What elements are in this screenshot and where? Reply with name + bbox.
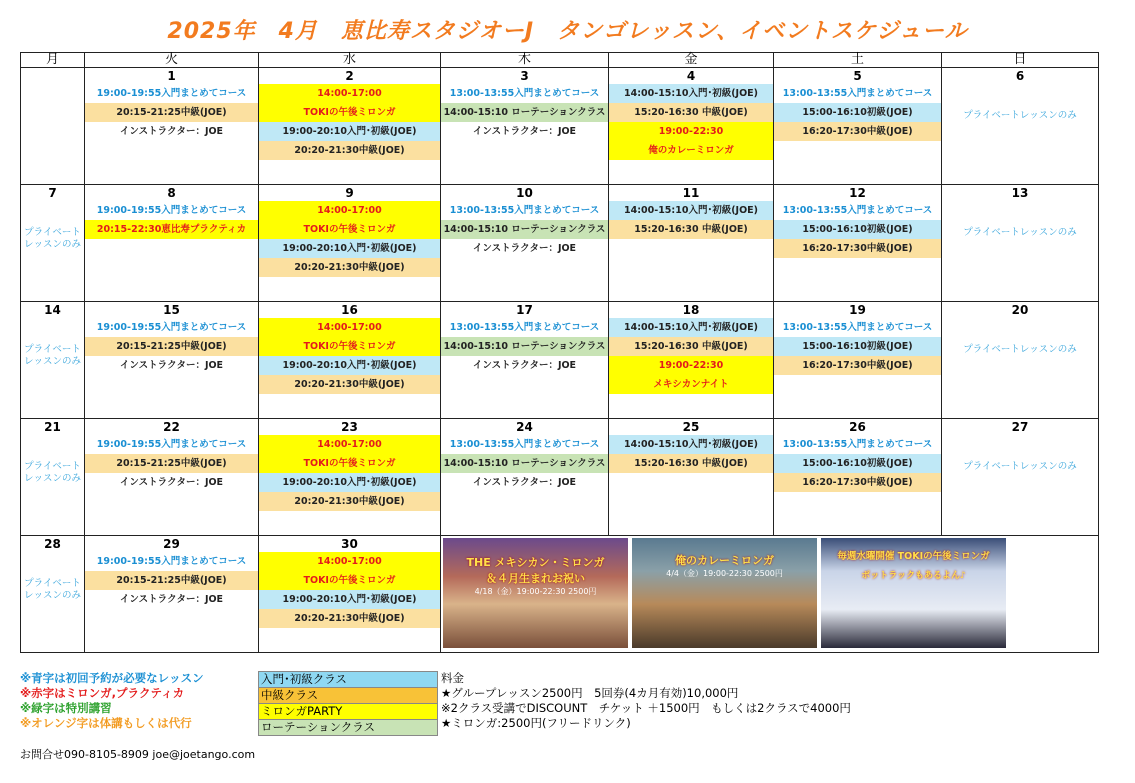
weekday-header: 月 bbox=[21, 53, 85, 68]
lesson-line: 19:00-20:10入門･初級(JOE) bbox=[259, 473, 440, 492]
lesson-line: 19:00-22:30 bbox=[609, 356, 773, 375]
lesson-line: インストラクター：JOE bbox=[472, 126, 577, 137]
day-cell bbox=[942, 68, 1099, 185]
weekday-header: 火 bbox=[85, 53, 259, 68]
calendar-body bbox=[21, 68, 1099, 653]
class-legend-item: ローテーションクラス bbox=[258, 719, 438, 736]
lesson-line: 15:20-16:30 中級(JOE) bbox=[609, 337, 773, 356]
lesson-line: インストラクター：JOE bbox=[119, 126, 224, 137]
day-cell bbox=[21, 419, 85, 536]
lesson-line: メキシカンナイト bbox=[609, 375, 773, 394]
day-cell bbox=[259, 419, 441, 536]
class-legend-item: 入門･初級クラス bbox=[258, 671, 438, 687]
poster-title: 俺のカレーミロンガ bbox=[675, 554, 774, 567]
lesson-line: 19:00-20:10入門･初級(JOE) bbox=[259, 356, 440, 375]
day-number: 10 bbox=[516, 186, 533, 200]
lesson-line: 20:15-21:25中級(JOE) bbox=[85, 337, 258, 356]
curry-milonga-poster bbox=[632, 538, 817, 648]
day-number: 14 bbox=[44, 303, 61, 317]
lesson-line: 14:00-17:00 bbox=[259, 201, 440, 220]
private-lesson-note: プライベートレッスンのみ bbox=[963, 461, 1077, 472]
day-cell bbox=[774, 68, 942, 185]
private-lesson-note: プライベートレッスンのみ bbox=[24, 461, 81, 484]
lesson-line: 19:00-20:10入門･初級(JOE) bbox=[259, 122, 440, 141]
day-cell bbox=[259, 185, 441, 302]
day-cell bbox=[942, 185, 1099, 302]
day-cell bbox=[942, 302, 1099, 419]
poster-title: 毎週水曜開催 TOKIの午後ミロンガ bbox=[837, 551, 990, 562]
day-cell bbox=[21, 68, 85, 185]
lesson-line: インストラクター：JOE bbox=[472, 243, 577, 254]
lesson-line: 15:00-16:10初級(JOE) bbox=[774, 103, 941, 122]
private-lesson-note: プライベートレッスンのみ bbox=[963, 110, 1077, 121]
lesson-line: インストラクター：JOE bbox=[472, 477, 577, 488]
lesson-line: 14:00-15:10入門･初級(JOE) bbox=[609, 435, 773, 454]
poster-date: 4/18（金）19:00-22:30 2500円 bbox=[474, 587, 597, 596]
lesson-line: 20:20-21:30中級(JOE) bbox=[259, 609, 440, 628]
day-number: 4 bbox=[686, 69, 696, 83]
private-lesson-note: プライベートレッスンのみ bbox=[963, 227, 1077, 238]
class-legend-item: 中級クラス bbox=[258, 687, 438, 703]
page-title: 2025年 4月 恵比寿スタジオーJ タンゴレッスン、イベントスケジュール bbox=[167, 19, 968, 44]
day-cell bbox=[609, 302, 774, 419]
lesson-line: 13:00-13:55入門まとめてコース bbox=[782, 439, 933, 450]
lesson-line: 13:00-13:55入門まとめてコース bbox=[782, 205, 933, 216]
lesson-line: 20:20-21:30中級(JOE) bbox=[259, 141, 440, 160]
day-cell bbox=[441, 419, 609, 536]
lesson-line: 19:00-19:55入門まとめてコース bbox=[96, 205, 247, 216]
weekday-header: 土 bbox=[774, 53, 942, 68]
color-legend bbox=[20, 671, 204, 731]
lesson-line: 20:15-22:30恵比寿プラクティカ bbox=[85, 220, 258, 239]
poster-subtitle: ポットラックもあるよん♪ bbox=[861, 571, 966, 581]
day-number: 26 bbox=[849, 420, 866, 434]
class-legend-item: ミロンガPARTY bbox=[258, 703, 438, 719]
private-lesson-note: プライベートレッスンのみ bbox=[24, 344, 81, 367]
lesson-line: 20:15-21:25中級(JOE) bbox=[85, 571, 258, 590]
day-cell bbox=[21, 302, 85, 419]
day-number: 5 bbox=[853, 69, 862, 83]
poster-date: 4/4（金）19:00-22:30 2500円 bbox=[666, 569, 783, 578]
day-cell bbox=[609, 419, 774, 536]
lesson-line: インストラクター：JOE bbox=[119, 594, 224, 605]
lesson-line: 16:20-17:30中級(JOE) bbox=[774, 356, 941, 375]
lesson-line: TOKIの午後ミロンガ bbox=[259, 337, 440, 356]
price-line: 料金 bbox=[441, 671, 464, 685]
lesson-line: 13:00-13:55入門まとめてコース bbox=[782, 88, 933, 99]
day-number: 3 bbox=[520, 69, 529, 83]
lesson-line: 20:15-21:25中級(JOE) bbox=[85, 454, 258, 473]
day-number: 15 bbox=[163, 303, 180, 317]
day-number: 29 bbox=[163, 537, 180, 551]
mexican-milonga-poster bbox=[443, 538, 628, 648]
day-number: 23 bbox=[341, 420, 358, 434]
weekday-header-row bbox=[21, 53, 1099, 68]
class-legend bbox=[258, 671, 438, 736]
lesson-line: 14:00-15:10入門･初級(JOE) bbox=[609, 84, 773, 103]
day-number: 17 bbox=[516, 303, 533, 317]
day-number: 1 bbox=[167, 69, 176, 83]
lesson-line: 15:00-16:10初級(JOE) bbox=[774, 454, 941, 473]
lesson-line: 14:00-17:00 bbox=[259, 552, 440, 571]
day-number: 24 bbox=[516, 420, 533, 434]
price-line: ★グループレッスン2500円 5回券(4カ月有効)10,000円 bbox=[441, 686, 739, 700]
poster-title: THE メキシカン・ミロンガ bbox=[466, 556, 605, 569]
lesson-line: 14:00-15:10 ローテーションクラス bbox=[441, 454, 608, 473]
lesson-line: 20:20-21:30中級(JOE) bbox=[259, 375, 440, 394]
day-cell bbox=[441, 185, 609, 302]
day-number: 16 bbox=[341, 303, 358, 317]
lesson-line: TOKIの午後ミロンガ bbox=[259, 571, 440, 590]
lesson-line: 16:20-17:30中級(JOE) bbox=[774, 122, 941, 141]
lesson-line: 16:20-17:30中級(JOE) bbox=[774, 239, 941, 258]
price-line: ★ミロンガ:2500円(フリードリンク) bbox=[441, 716, 631, 730]
private-lesson-note: プライベートレッスンのみ bbox=[24, 578, 81, 601]
lesson-line: 13:00-13:55入門まとめてコース bbox=[449, 439, 600, 450]
day-number: 27 bbox=[1011, 420, 1029, 434]
lesson-line: 15:00-16:10初級(JOE) bbox=[774, 337, 941, 356]
lesson-line: 19:00-19:55入門まとめてコース bbox=[96, 88, 247, 99]
lesson-line: 15:20-16:30 中級(JOE) bbox=[609, 220, 773, 239]
lesson-line: 13:00-13:55入門まとめてコース bbox=[782, 322, 933, 333]
lesson-line: 14:00-17:00 bbox=[259, 435, 440, 454]
price-line: ※2クラス受講でDISCOUNT チケット ＋1500円 もしくは2クラスで4000円 bbox=[441, 701, 851, 715]
weekday-header: 水 bbox=[259, 53, 441, 68]
legend-item: ※緑字は特別講習 bbox=[20, 701, 112, 715]
lesson-line: 19:00-22:30 bbox=[609, 122, 773, 141]
day-number: 28 bbox=[44, 537, 61, 551]
day-cell bbox=[85, 68, 259, 185]
poster-strip bbox=[441, 536, 1098, 648]
lesson-line: 19:00-20:10入門･初級(JOE) bbox=[259, 239, 440, 258]
lesson-line: 20:20-21:30中級(JOE) bbox=[259, 492, 440, 511]
private-lesson-note: プライベートレッスンのみ bbox=[24, 227, 81, 250]
private-lesson-note: プライベートレッスンのみ bbox=[963, 344, 1077, 355]
price-info bbox=[441, 671, 851, 731]
day-number: 20 bbox=[1011, 303, 1029, 317]
lesson-line: インストラクター：JOE bbox=[472, 360, 577, 371]
weekday-header: 日 bbox=[942, 53, 1099, 68]
legend-item: ※赤字はミロンガ,プラクティカ bbox=[20, 686, 185, 700]
lesson-line: インストラクター：JOE bbox=[119, 477, 224, 488]
day-number: 12 bbox=[849, 186, 866, 200]
day-cell bbox=[609, 68, 774, 185]
lesson-line: 16:20-17:30中級(JOE) bbox=[774, 473, 941, 492]
day-cell bbox=[21, 536, 85, 653]
day-number bbox=[21, 68, 84, 84]
day-cell bbox=[441, 68, 609, 185]
day-number: 2 bbox=[345, 69, 354, 83]
lesson-line: 13:00-13:55入門まとめてコース bbox=[449, 88, 600, 99]
day-number: 18 bbox=[682, 303, 700, 317]
day-number: 6 bbox=[1015, 69, 1025, 83]
day-number: 11 bbox=[682, 186, 700, 200]
day-cell bbox=[259, 68, 441, 185]
lesson-line: TOKIの午後ミロンガ bbox=[259, 103, 440, 122]
lesson-line: 14:00-17:00 bbox=[259, 318, 440, 337]
week-row bbox=[21, 302, 1099, 419]
week-row bbox=[21, 536, 1099, 653]
day-number: 9 bbox=[345, 186, 354, 200]
weekday-header: 木 bbox=[441, 53, 609, 68]
lesson-line: 20:20-21:30中級(JOE) bbox=[259, 258, 440, 277]
lesson-line: 14:00-17:00 bbox=[259, 84, 440, 103]
weekday-header: 金 bbox=[609, 53, 774, 68]
lesson-line: TOKIの午後ミロンガ bbox=[259, 454, 440, 473]
day-number: 22 bbox=[163, 420, 180, 434]
week-row bbox=[21, 68, 1099, 185]
week-row bbox=[21, 185, 1099, 302]
day-number: 13 bbox=[1011, 186, 1029, 200]
day-cell bbox=[774, 185, 942, 302]
lesson-line: 13:00-13:55入門まとめてコース bbox=[449, 322, 600, 333]
day-number: 25 bbox=[682, 420, 700, 434]
lesson-line: 19:00-19:55入門まとめてコース bbox=[96, 556, 247, 567]
legend-item: ※青字は初回予約が必要なレッスン bbox=[20, 671, 204, 685]
day-cell bbox=[441, 302, 609, 419]
toki-milonga-poster bbox=[821, 538, 1006, 648]
legend-item: ※オレンジ字は体講もしくは代行 bbox=[20, 716, 192, 730]
day-number: 21 bbox=[44, 420, 61, 434]
day-cell bbox=[609, 185, 774, 302]
lesson-line: 19:00-19:55入門まとめてコース bbox=[96, 439, 247, 450]
day-number: 8 bbox=[167, 186, 176, 200]
day-cell bbox=[85, 536, 259, 653]
lesson-line: TOKIの午後ミロンガ bbox=[259, 220, 440, 239]
day-cell bbox=[774, 419, 942, 536]
contact-info: お問合せ090-8105-8909 joe@joetango.com bbox=[20, 748, 256, 761]
day-cell bbox=[85, 185, 259, 302]
lesson-line: 14:00-15:10 ローテーションクラス bbox=[441, 337, 608, 356]
lesson-line: 14:00-15:10入門･初級(JOE) bbox=[609, 318, 773, 337]
poster-cell bbox=[441, 536, 1099, 653]
day-cell bbox=[85, 302, 259, 419]
day-cell bbox=[942, 419, 1099, 536]
lesson-line: 14:00-15:10入門･初級(JOE) bbox=[609, 201, 773, 220]
lesson-line: 14:00-15:10 ローテーションクラス bbox=[441, 103, 608, 122]
week-row bbox=[21, 419, 1099, 536]
day-cell bbox=[259, 302, 441, 419]
lesson-line: 15:00-16:10初級(JOE) bbox=[774, 220, 941, 239]
lesson-line: 19:00-19:55入門まとめてコース bbox=[96, 322, 247, 333]
lesson-line: 14:00-15:10 ローテーションクラス bbox=[441, 220, 608, 239]
lesson-line: 15:20-16:30 中級(JOE) bbox=[609, 454, 773, 473]
lesson-line: インストラクター：JOE bbox=[119, 360, 224, 371]
day-number: 19 bbox=[849, 303, 866, 317]
lesson-line: 13:00-13:55入門まとめてコース bbox=[449, 205, 600, 216]
lesson-line: 20:15-21:25中級(JOE) bbox=[85, 103, 258, 122]
day-number: 7 bbox=[48, 186, 57, 200]
day-cell bbox=[259, 536, 441, 653]
lesson-line: 19:00-20:10入門･初級(JOE) bbox=[259, 590, 440, 609]
day-cell bbox=[85, 419, 259, 536]
calendar-table bbox=[20, 52, 1099, 653]
lesson-line: 15:20-16:30 中級(JOE) bbox=[609, 103, 773, 122]
poster-subtitle: ＆４月生まれお祝い bbox=[486, 572, 585, 585]
lesson-line: 俺のカレーミロンガ bbox=[609, 141, 773, 160]
day-cell bbox=[21, 185, 85, 302]
day-cell bbox=[774, 302, 942, 419]
day-number: 30 bbox=[341, 537, 358, 551]
